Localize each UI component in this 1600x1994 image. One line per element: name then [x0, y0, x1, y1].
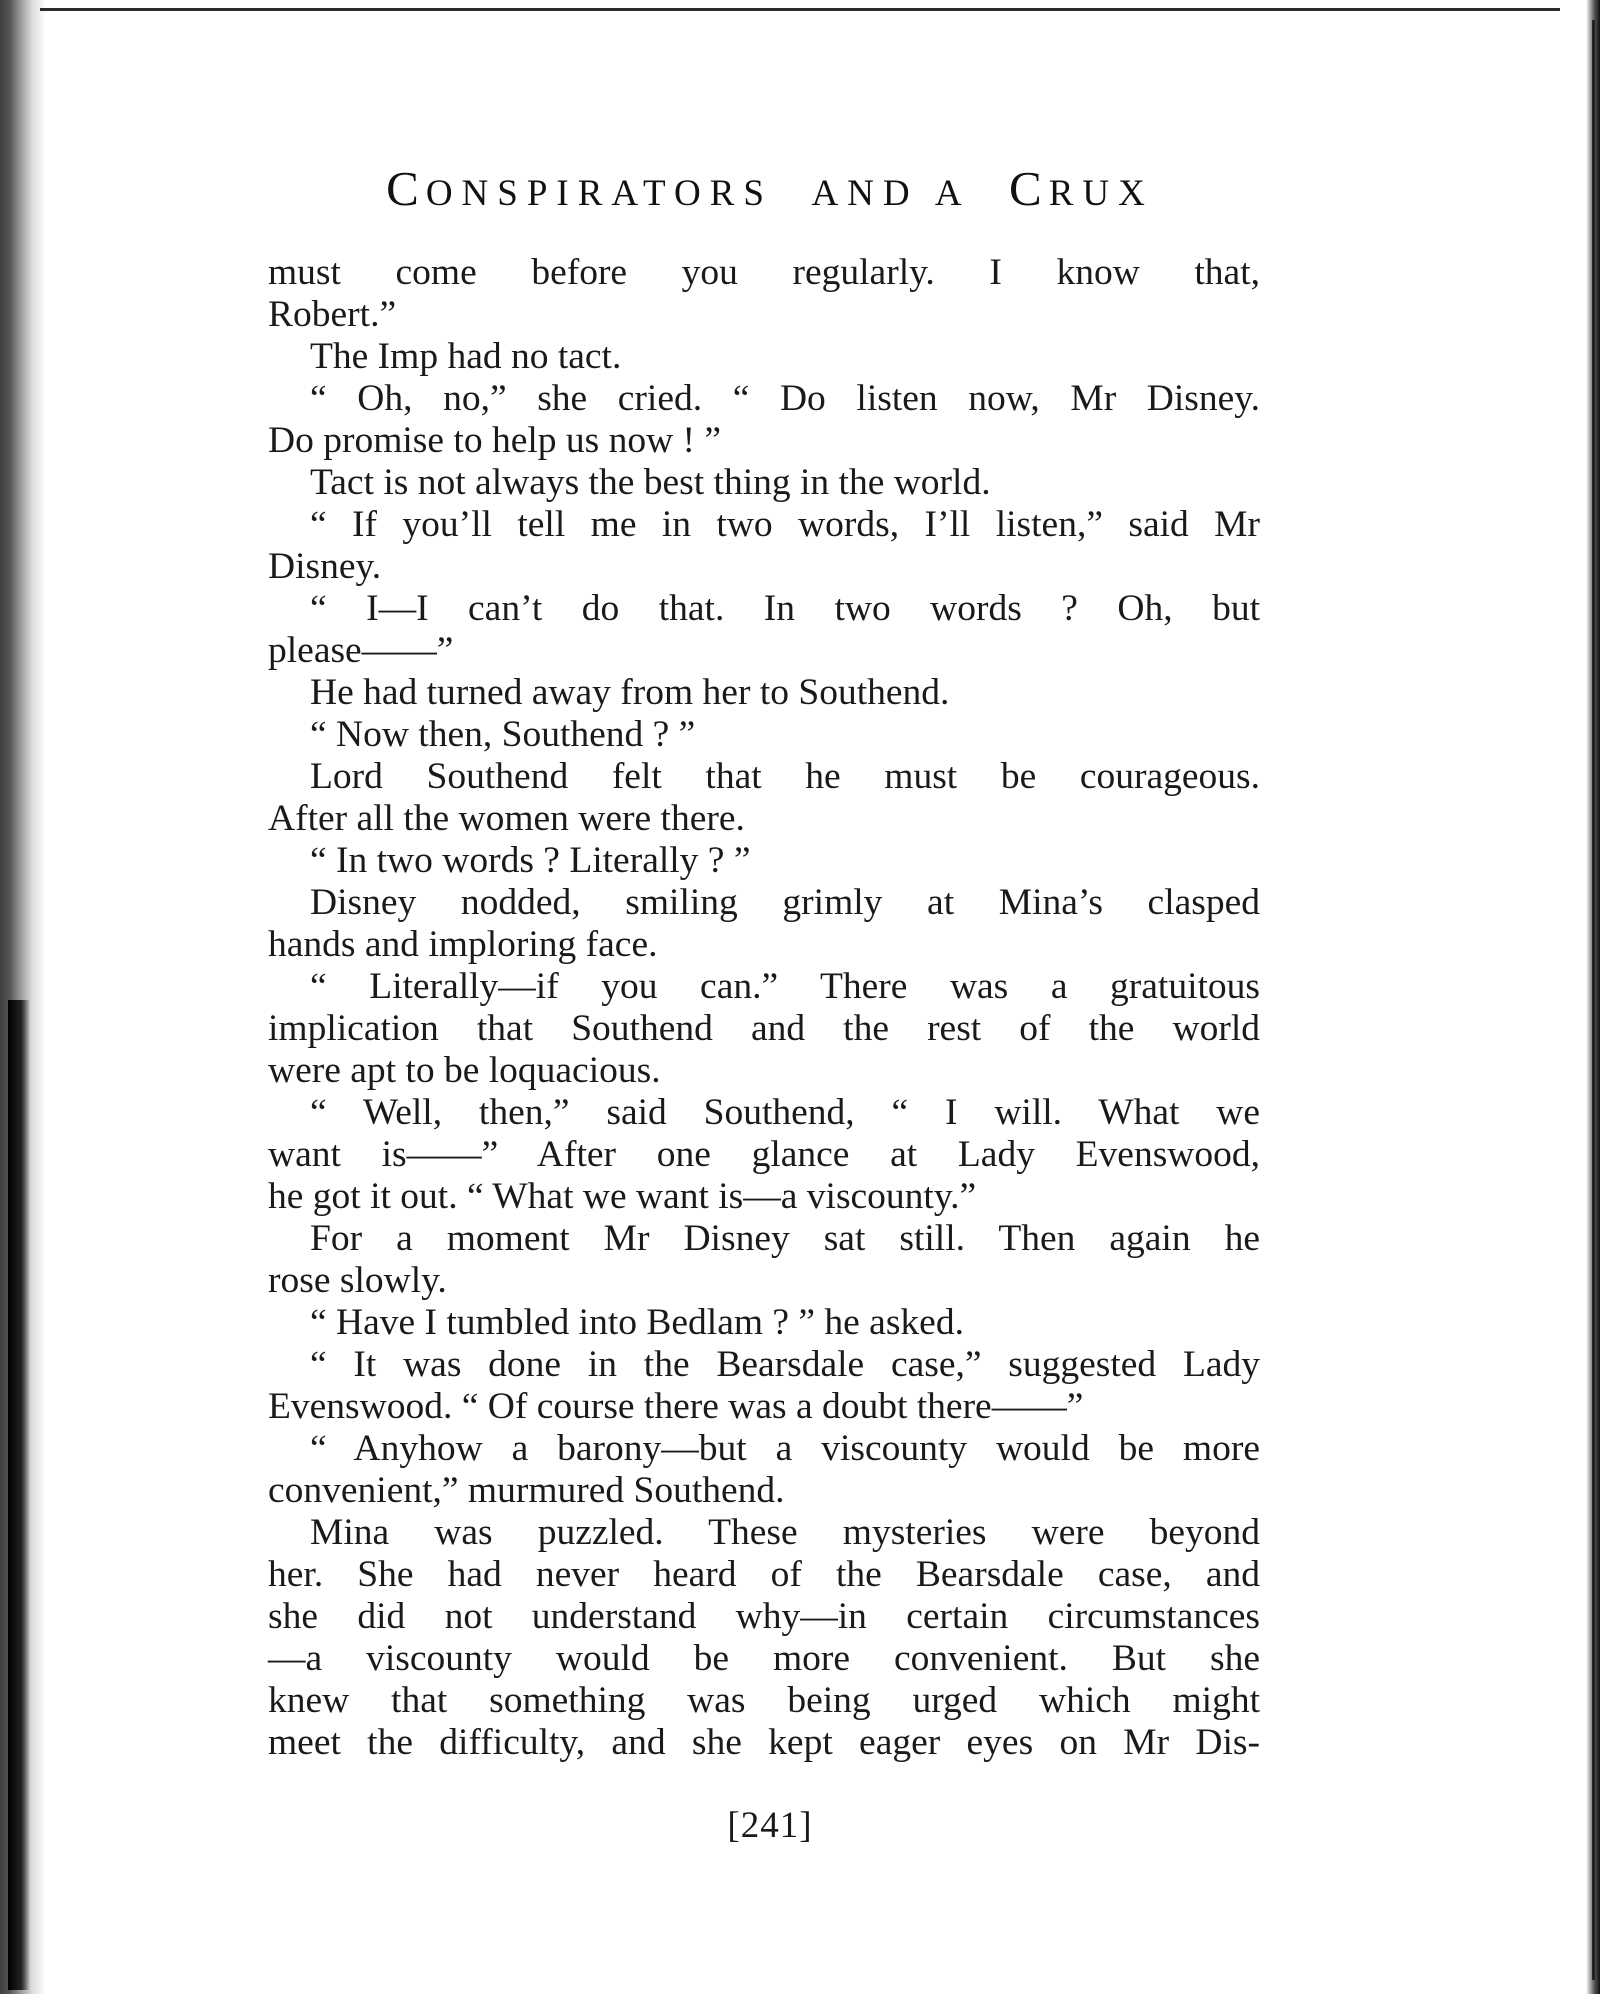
page-number: [241] [727, 1805, 813, 1846]
text-line: implication that Southend and the rest of the world [268, 1008, 1260, 1049]
text-line: hands and imploring face. [268, 924, 658, 965]
text-line: “ Well, then,” said Southend, “ I will. What we [310, 1092, 1260, 1133]
text-line: were apt to be loquacious. [268, 1050, 661, 1091]
title-initial-1: C [386, 161, 426, 216]
text-line: Evenswood. “ Of course there was a doubt there——” [268, 1386, 1084, 1427]
text-line: knew that something was being urged which might [268, 1680, 1260, 1721]
text-line: “ If you’ll tell me in two words, I’ll listen,” said Mr [310, 504, 1260, 545]
text-line: “ Anyhow a barony—but a viscounty would be more [310, 1428, 1260, 1469]
text-line: want is——” After one glance at Lady Evenswood, [268, 1134, 1260, 1175]
scan-edge-top [40, 8, 1560, 11]
body-text [268, 252, 1260, 1764]
text-line: Do promise to help us now ! ” [268, 420, 722, 461]
text-line: “ Oh, no,” she cried. “ Do listen now, Mr Disney. [310, 378, 1260, 419]
text-line: Robert.” [268, 294, 397, 335]
title-word-2: AND A [811, 173, 971, 214]
text-line: After all the women were there. [268, 798, 745, 839]
text-line: Disney nodded, smiling grimly at Mina’s clasped [310, 882, 1260, 923]
text-line: her. She had never heard of the Bearsdale case, and [268, 1554, 1260, 1595]
text-line: please——” [268, 630, 454, 671]
text-line: —a viscounty would be more convenient. But she [268, 1638, 1260, 1679]
text-line: rose slowly. [268, 1260, 447, 1301]
text-line: “ Literally—if you can.” There was a gratuitous [310, 966, 1260, 1007]
text-line: Mina was puzzled. These mysteries were beyond [310, 1512, 1260, 1553]
text-line: must come before you regularly. I know that, [268, 252, 1260, 293]
text-line: “ It was done in the Bearsdale case,” suggested Lady [310, 1344, 1260, 1385]
text-line: The Imp had no tact. [310, 336, 622, 377]
text-line: convenient,” murmured Southend. [268, 1470, 785, 1511]
text-line: Disney. [268, 546, 382, 587]
scan-rule-right [1592, 20, 1595, 1980]
title-word-3: RUX [1048, 173, 1154, 214]
text-line: he got it out. “ What we want is—a viscounty.” [268, 1176, 977, 1217]
text-line: “ Have I tumbled into Bedlam ? ” he asked. [310, 1302, 964, 1343]
text-line: Lord Southend felt that he must be courageous. [310, 756, 1260, 797]
text-line: For a moment Mr Disney sat still. Then again he [310, 1218, 1260, 1259]
title-word-1: ONSPIRATORS [425, 173, 773, 214]
text-line: “ In two words ? Literally ? ” [310, 840, 751, 881]
text-line: “ I—I can’t do that. In two words ? Oh, but [310, 588, 1260, 629]
text-line: meet the difficulty, and she kept eager eyes on Mr Dis- [268, 1722, 1260, 1763]
text-line: He had turned away from her to Southend. [310, 672, 950, 713]
text-line: she did not understand why—in certain circumstances [268, 1596, 1260, 1637]
text-line: “ Now then, Southend ? ” [310, 714, 696, 755]
text-line: Tact is not always the best thing in the world. [310, 462, 991, 503]
title-initial-2: C [1009, 161, 1049, 216]
running-head [0, 160, 1540, 217]
